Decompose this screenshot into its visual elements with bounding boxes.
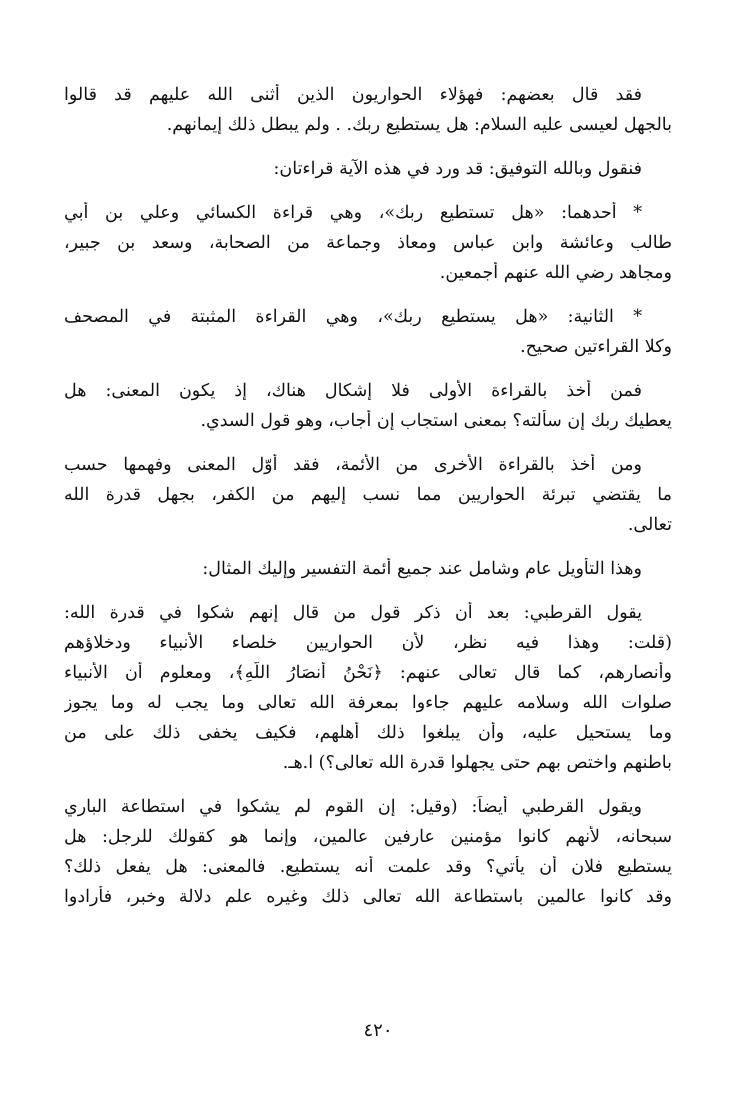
paragraph-9 (64, 796, 672, 916)
paragraph-3 (64, 202, 672, 292)
text-line: طالب وعائشة وابن عباس ومعاذ وجماعة من الصحابة، وسعد بن جبير، (64, 233, 672, 253)
text-line: تعالى. (627, 515, 672, 535)
paragraph-1 (64, 84, 672, 144)
paragraph-2 (64, 158, 672, 188)
text-line: فقد قال بعضهم: فهؤلاء الحواريون الذين أثنى الله عليهم قد قالوا (64, 85, 642, 105)
text-line: سبحانه، لأنهم كانوا مؤمنين عارفين عالمين، وإنما هو كقولك للرجل: هل (64, 827, 672, 847)
page-body (64, 84, 672, 930)
text-line: يعطيك ربك إن سألته؟ بمعنى استجاب إن أجاب، وهو قول السدي. (200, 411, 672, 431)
paragraph-6 (64, 454, 672, 544)
paragraph-7 (64, 558, 672, 588)
text-line: ومن أخذ بالقراءة الأخرى من الأئمة، فقد أوّل المعنى وفهمها حسب (64, 455, 642, 475)
text-line: (قلت: وهذا فيه نظر، لأن الحواريين خلصاء الأنبياء ودخلاؤهم (64, 633, 672, 653)
text-line: يستطيع فلان أن يأتي؟ وقد علمت أنه يستطيع. فالمعنى: هل يفعل ذلك؟ (64, 857, 672, 877)
text-line: باطنهم واختص بهم حتى يجهلوا قدرة الله تعالى؟) ا.هـ. (282, 753, 672, 773)
paragraph-5 (64, 380, 672, 440)
text-line: وهذا التأويل عام وشامل عند جميع أئمة التفسير وإليك المثال: (202, 559, 642, 579)
text-line: * الثانية: «هل يستطيع ربك»، وهي القراءة المثبتة في المصحف (64, 307, 642, 327)
page-number: ٤٢٠ (363, 1020, 393, 1041)
text-line: يقول القرطبي: بعد أن ذكر قول من قال إنهم شكوا في قدرة الله: (64, 603, 642, 623)
text-line: فنقول وبالله التوفيق: قد ورد في هذه الآية قراءتان: (273, 159, 642, 179)
text-line: وأنصارهم، كما قال تعالى عنهم: ﴿نَحْنُ أَنصَارُ اللَّهِ﴾، ومعلوم أن الأنبياء (64, 663, 672, 683)
text-line: ويقول القرطبي أيضاً: (وقيل: إن القوم لم يشكوا في استطاعة الباري (64, 797, 642, 817)
text-line: * أحدهما: «هل تستطيع ربك»، وهي قراءة الكسائي وعلي بن أبي (64, 203, 642, 223)
text-line: ومجاهد رضي الله عنهم أجمعين. (439, 263, 672, 283)
text-line: بالجهل لعيسى عليه السلام: هل يستطيع ربك. . ولم يبطل ذلك إيمانهم. (166, 115, 672, 135)
text-line: وقد كانوا عالمين باستطاعة الله تعالى ذلك وغيره علم دلالة وخبر، فأرادوا (64, 887, 672, 907)
text-line: ما يقتضي تبرئة الحواريين مما نسب إليهم من الكفر، بجهل قدرة الله (64, 485, 672, 505)
text-line: وما يستحيل عليه، وأن يبلغوا ذلك أهلهم، فكيف يخفى ذلك على من (64, 723, 672, 743)
text-line: وكلا القراءتين صحيح. (520, 337, 672, 357)
paragraph-8 (64, 602, 672, 782)
text-line: صلوات الله وسلامه عليهم جاءوا بمعرفة الله تعالى وما يجب له وما يجوز (64, 693, 672, 713)
text-line: فمن أخذ بالقراءة الأولى فلا إشكال هناك، إذ يكون المعنى: هل (64, 381, 642, 401)
paragraph-4 (64, 306, 672, 366)
